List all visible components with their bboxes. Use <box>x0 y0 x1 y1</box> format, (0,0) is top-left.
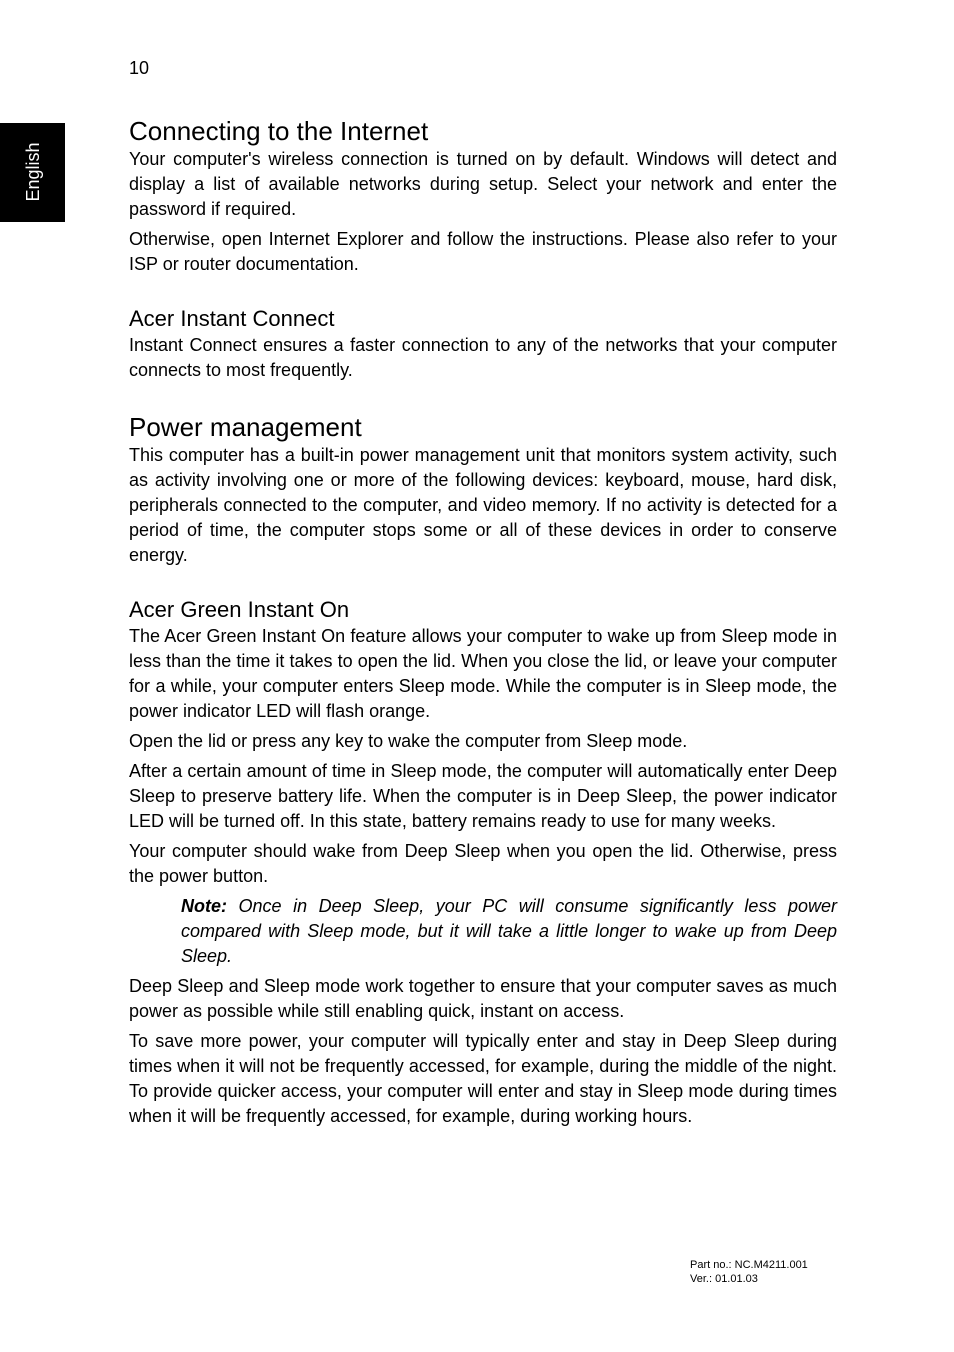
note-label: Note: <box>181 896 227 916</box>
paragraph: Your computer's wireless connection is turned on by default. Windows will detect and display a list of available networks during setup. Select your network and enter the password if required. <box>129 149 837 219</box>
part-number: Part no.: NC.M4211.001 <box>690 1259 808 1271</box>
section-title-power-management: Power management <box>129 412 362 442</box>
note <box>181 894 837 969</box>
paragraph: This computer has a built-in power management unit that monitors system activity, such as activity involving one or more of the following devices: keyboard, mouse, hard disk, peripherals connected to the computer, and video memory. If no activity is detected for a period of time, the computer stops some or all of these devices in order to conserve energy. <box>129 445 837 565</box>
section-title-internet: Connecting to the Internet <box>129 116 429 146</box>
language-side-tab <box>0 123 65 222</box>
page-content <box>129 114 837 1129</box>
footer <box>690 1258 808 1286</box>
paragraph: Instant Connect ensures a faster connection to any of the networks that your computer connects to most frequently. <box>129 335 837 380</box>
language-side-tab-label: English <box>23 142 43 202</box>
subsection-title-instant-connect: Acer Instant Connect <box>129 306 335 331</box>
paragraph: To save more power, your computer will typically enter and stay in Deep Sleep during times when it will not be frequently accessed, for example, during the middle of the night. To provide quicker access, your computer will enter and stay in Sleep mode during times when it will be frequently accessed, for example, during working hours. <box>129 1031 837 1126</box>
note-text: Once in Deep Sleep, your PC will consume significantly less power compared with Sleep mode, but it will take a little longer to wake up from Deep Sleep. <box>181 896 837 966</box>
subsection-title-green-instant-on: Acer Green Instant On <box>129 597 350 622</box>
version: Ver.: 01.01.03 <box>690 1273 758 1285</box>
paragraph: Open the lid or press any key to wake the computer from Sleep mode. <box>129 731 688 751</box>
page-number: 10 <box>129 58 150 78</box>
paragraph: Deep Sleep and Sleep mode work together to ensure that your computer saves as much power as possible while still enabling quick, instant on access. <box>129 976 837 1021</box>
paragraph: Your computer should wake from Deep Sleep when you open the lid. Otherwise, press the power button. <box>129 841 837 886</box>
paragraph: After a certain amount of time in Sleep mode, the computer will automatically enter Deep Sleep to preserve battery life. When the computer is in Deep Sleep, the power indicator LED will be turned off. In this state, battery remains ready to use for many weeks. <box>129 761 837 831</box>
paragraph: The Acer Green Instant On feature allows your computer to wake up from Sleep mode in less than the time it takes to open the lid. When you close the lid, or leave your computer for a while, your computer enters Sleep mode. While the computer is in Sleep mode, the power indicator LED will flash orange. <box>129 626 837 721</box>
paragraph: Otherwise, open Internet Explorer and follow the instructions. Please also refer to your ISP or router documentation. <box>129 229 837 274</box>
